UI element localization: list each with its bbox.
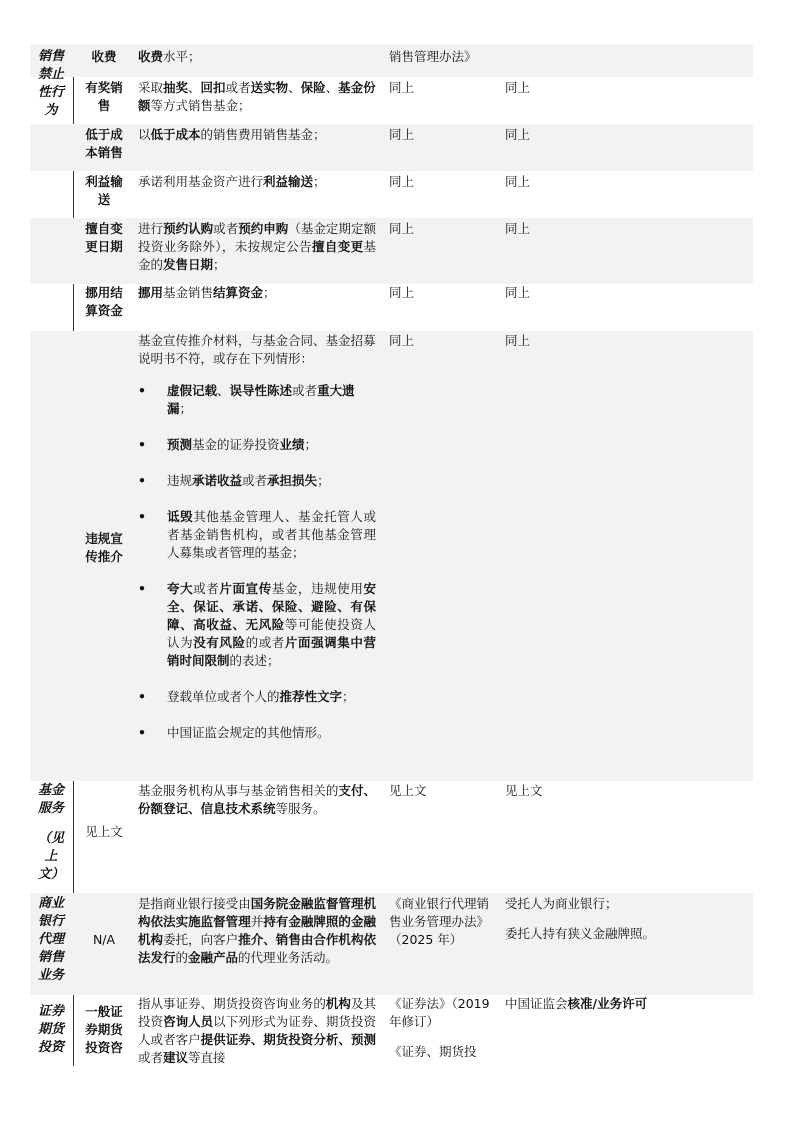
description-change-date: 进行预约认购或者预约申购（基金定期定额投资业务除外），未按规定公告擅自变更基金的发售日期； bbox=[138, 221, 376, 272]
description-illegal-promotion bbox=[138, 332, 376, 742]
requirement-illegal-promotion: 同上 bbox=[505, 333, 531, 348]
law-illegal-promotion: 同上 bbox=[389, 333, 415, 348]
list-item: • 登载单位或者个人的推荐性文字； bbox=[138, 689, 355, 704]
subcategory-below-cost: 低于成 本销售 bbox=[85, 127, 123, 160]
description-below-cost: 以低于成本的销售费用销售基金； bbox=[138, 127, 326, 142]
requirement-bank-agency: 受托人为商业银行； 委托人持有狭义金融牌照。 bbox=[505, 896, 656, 941]
subcategory-bank-agency: N/A bbox=[92, 932, 116, 947]
table-row-illegal-promotion bbox=[30, 331, 753, 781]
law-change-date: 同上 bbox=[389, 221, 415, 236]
category-label-bank-agency: 商业 银行 代理 销售 业务 bbox=[37, 896, 64, 983]
table-row-below-cost bbox=[30, 124, 753, 171]
law-fee: 销售管理办法》 bbox=[389, 49, 477, 64]
table-row-securities-consulting bbox=[30, 995, 753, 1066]
law-fund-service: 见上文 bbox=[389, 783, 427, 798]
subcategory-fee: 收费 bbox=[91, 49, 117, 64]
category-label-sales-prohibited: 销售 禁止 性行 为 bbox=[37, 49, 64, 118]
law-securities-consulting: 《证券法》（2019 年修订） 《证券、期货投 bbox=[389, 996, 490, 1059]
list-item: • 诋毁其他基金管理人、基金托管人或者基金销售机构，或者其他基金管理人募集或者管理的基金； bbox=[138, 509, 376, 560]
subcategory-change-date: 擅自变 更日期 bbox=[85, 221, 123, 254]
promotion-list bbox=[138, 382, 376, 742]
category-label-fund-service: 基金 服务 （见 上 文） bbox=[37, 783, 64, 882]
category-label-securities: 证券 期货 投资 bbox=[37, 1004, 64, 1055]
requirement-prize: 同上 bbox=[505, 80, 531, 95]
law-misuse-funds: 同上 bbox=[389, 285, 415, 300]
subcategory-misuse-funds: 挪用结 算资金 bbox=[85, 285, 123, 318]
requirement-change-date: 同上 bbox=[505, 221, 531, 236]
list-item: • 夸大或者片面宣传基金，违规使用安全、保证、承诺、保险、避险、有保障、高收益、无风险等可能使投资人认为没有风险的或者片面强调集中营销时间限制的表述； bbox=[138, 581, 376, 668]
description-bank-agency: 是指商业银行接受由国务院金融监督管理机构依法实施监督管理并持有金融牌照的金融机构委托，向客户推介、销售由合作机构依法发行的金融产品的代理业务活动。 bbox=[138, 896, 376, 965]
law-below-cost: 同上 bbox=[389, 127, 415, 142]
requirement-benefit-transfer: 同上 bbox=[505, 174, 531, 189]
subcategory-prize: 有奖销 售 bbox=[85, 80, 123, 113]
subcategory-benefit-transfer: 利益输 送 bbox=[85, 174, 123, 207]
requirement-securities-consulting: 中国证监会核准/业务许可 bbox=[505, 996, 648, 1011]
list-item: • 预测基金的证券投资业绩； bbox=[138, 437, 318, 452]
requirement-below-cost: 同上 bbox=[505, 127, 531, 142]
description-securities-consulting: 指从事证券、期货投资咨询业务的机构及其投资咨询人员以下列形式为证券、期货投资人或者客户提供证券、期货投资分析、预测或者建议等直接 bbox=[138, 996, 376, 1065]
list-item: • 虚假记载、误导性陈述或者重大遗漏； bbox=[138, 383, 355, 416]
subcategory-illegal-promotion: 违规宣 传推介 bbox=[85, 531, 123, 564]
law-prize: 同上 bbox=[389, 80, 415, 95]
table-row-bank-agency bbox=[30, 893, 753, 995]
table-row-fund-service bbox=[30, 781, 753, 893]
description-benefit-transfer: 承诺利用基金资产进行利益输送； bbox=[138, 174, 326, 189]
law-bank-agency: 《商业银行代理销售业务管理办法》（2025 年） bbox=[389, 896, 490, 947]
subcategory-securities-consulting: 一般证 券期货 投资咨 bbox=[85, 1004, 123, 1055]
description-misuse-funds: 挪用基金销售结算资金； bbox=[138, 285, 276, 300]
description-fund-service: 基金服务机构从事与基金销售相关的支付、份额登记、信息技术系统等服务。 bbox=[138, 783, 376, 816]
promotion-intro: 基金宣传推介材料，与基金合同、基金招募说明书不符，或存在下列情形： bbox=[138, 333, 376, 366]
law-benefit-transfer: 同上 bbox=[389, 174, 415, 189]
table-row-prize bbox=[30, 77, 753, 124]
table-row-change-date bbox=[30, 218, 753, 284]
list-item: • 违规承诺收益或者承担损失； bbox=[138, 473, 330, 488]
table-row-benefit-transfer bbox=[30, 171, 753, 218]
table-row-misuse-funds bbox=[30, 284, 753, 331]
requirement-misuse-funds: 同上 bbox=[505, 285, 531, 300]
subcategory-fund-service: 见上文 bbox=[85, 824, 123, 839]
description-fee: 收费水平； bbox=[138, 49, 201, 64]
requirement-fund-service: 见上文 bbox=[505, 783, 543, 798]
description-prize: 采取抽奖、回扣或者送实物、保险、基金份额等方式销售基金； bbox=[138, 80, 376, 113]
list-item: • 中国证监会规定的其他情形。 bbox=[138, 725, 330, 740]
